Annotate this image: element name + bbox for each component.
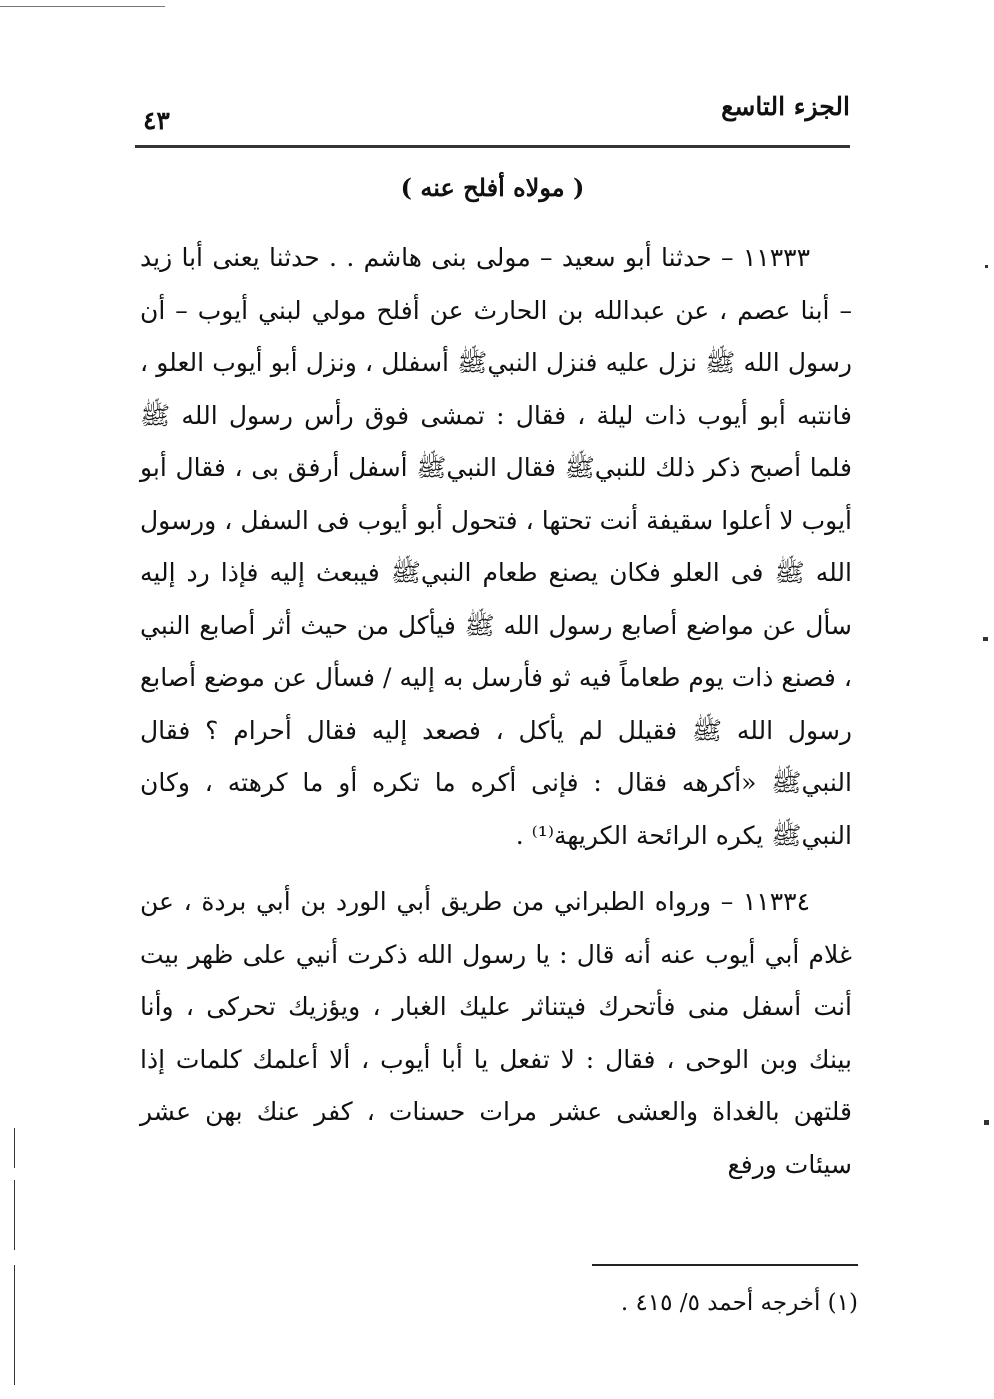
running-title: الجزء التاسع xyxy=(721,92,850,121)
section-title: ( مولاه أفلح عنه ) xyxy=(400,173,585,202)
page-header xyxy=(135,92,850,148)
footnote-rule xyxy=(592,1264,858,1266)
footnote: (١) أخرجه أحمد ٥/ ٤١٥ . xyxy=(620,1290,858,1316)
paragraph-11333: ١١٣٣٣ – حدثنا أبو سعيد – مولى بنى هاشم . . حدثنا يعنى أبا زيد – أبنا عصم ، عن عبدالله بن الحارث عن أفلح مولي لبني أيوب – أن رسول الله ﷺ نزل عليه فنزل النبيﷺ أسفلل ، ونزل أبو أيوب العلو ، فانتبه أبو أيوب ذات ليلة ، فقال : تمشى فوق رأس رسول الله ﷺ فلما أصبح ذكر ذلك للنبيﷺ فقال النبيﷺ أسفل أرفق بى ، فقال أبو أيوب لا أعلوا سقيفة أنت تحتها ، فتحول أبو أيوب فى السفل ، ورسول الله ﷺ فى العلو فكان يصنع طعام النبيﷺ فيبعث إليه فإذا رد إليه سأل عن مواضع أصابع رسول الله ﷺ فيأكل من حيث أثر أصابع النبي ، فصنع ذات يوم طعاماً فيه ثو فأرسل به إليه / فسأل عن موضع أصابع رسول الله ﷺ فقيلل لم يأكل ، فصعد إليه فقال أحرام ؟ فقال النبيﷺ «أكرهه فقال : فإنى أكره ما تكره أو ما كرهته ، وكان النبيﷺ يكره الرائحة الكريهة⁽¹⁾ . xyxy=(140,243,852,850)
scan-edge-line xyxy=(0,6,165,7)
scan-speck xyxy=(984,1120,989,1125)
scan-speck xyxy=(983,637,988,641)
scan-speck xyxy=(985,265,988,268)
paragraph-11334: ١١٣٣٤ – ورواه الطبراني من طريق أبي الورد بن أبي بردة ، عن غلام أبي أيوب عنه أنه قال : يا رسول الله ذكرت أنيي على ظهر بيت أنت أسفل منى فأتحرك فيتناثر عليك الغبار ، ويؤزيك تحركى ، وأنا بينك وبن الوحى ، فقال : لا تفعل يا أبا أيوب ، ألا أعلمك كلمات إذا قلتهن بالغداة والعشى عشر مرات حسنات ، كفر عنك بهن عشر سيئات ورفع xyxy=(140,887,852,1179)
body-text xyxy=(140,232,852,1191)
scan-edge-mark xyxy=(14,1265,15,1385)
header-rule xyxy=(135,145,850,148)
page-number: ٤٣ xyxy=(143,106,170,135)
scan-edge-mark xyxy=(14,1180,15,1250)
scan-edge-mark xyxy=(14,1128,15,1168)
